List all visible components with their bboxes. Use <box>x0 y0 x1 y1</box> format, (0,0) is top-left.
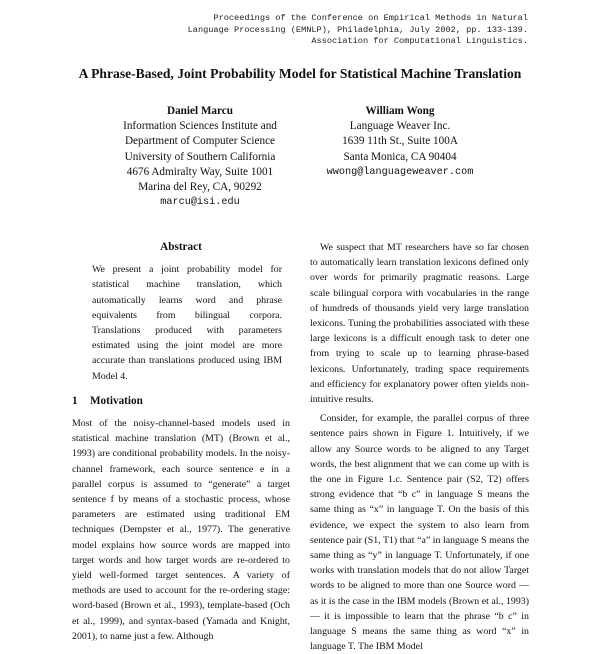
affiliation-line: 1639 11th St., Suite 100A <box>342 135 458 148</box>
author-email: marcu@isi.edu <box>160 197 240 209</box>
section-heading <box>72 394 290 409</box>
left-column <box>72 240 290 644</box>
affiliation-line: Marina del Rey, CA, 90292 <box>138 181 262 194</box>
affiliation-line: University of Southern California <box>124 150 276 163</box>
author-name: Daniel Marcu <box>167 105 233 117</box>
abstract-heading: Abstract <box>160 241 202 253</box>
author-block-wong <box>300 104 500 180</box>
affiliation-line: Information Sciences Institute and <box>123 120 277 133</box>
section-number: 1 <box>72 394 78 407</box>
author-block-marcu <box>100 104 300 210</box>
author-name: William Wong <box>365 105 435 117</box>
right-column <box>310 240 529 654</box>
paper-title: A Phrase-Based, Joint Probability Model for Statistical Machine Translation <box>78 66 522 81</box>
section-title: Motivation <box>90 394 143 407</box>
affiliation-line: 4676 Admiralty Way, Suite 1001 <box>126 165 274 178</box>
proceedings-line: Proceedings of the Conference on Empirical Methods in Natural <box>213 13 528 23</box>
affiliation-line: Santa Monica, CA 90404 <box>343 150 457 163</box>
body-paragraph: We suspect that MT researchers have so far chosen to automatically learn translation lexicons defined only over words for primarily pragmatic reasons. Large scale bilingual corpora with vocabularies in the range of hundreds of thousands yield very large translation lexicons. Tuning the probabilities associated with these large lexicons is a difficult enough task to deter one from trying to scale up to learning phrase-based lexicons. Unfortunately, trading space requirements and efficiency for explanatory power often yields non-intuitive results. <box>310 242 529 406</box>
abstract-text: We present a joint probability model for statistical machine translation, which automatically learns word and phrase equivalents from bilingual corpora. Translations produced with parameters estimated using the joint model are more accurate than translations produced using IBM Model 4. <box>92 264 282 382</box>
body-paragraph: Consider, for example, the parallel corpus of three sentence pairs shown in Figure 1. Intuitively, if we allow any Source words to be aligned to any Target words, the best alignment that we can come up with is the one in Figure 1.c. Sentence pair (S2, T2) offers strong evidence that “b c” in language S means the same thing as “x” in language T. On the basis of this evidence, we expect the system to also learn from sentence pair (S1, T1) that “a” in language S means the same thing as “y” in language T. Unfortunately, if one works with translation models that do not allow Target words to be aligned to more than one Source word — as it is the case in the IBM models (Brown et al., 1993) — it is impossible to learn that the phrase “b c” in language S means the same thing as word “x” in language T. The IBM Model <box>310 413 529 653</box>
affiliation-line: Language Weaver Inc. <box>349 120 451 133</box>
proceedings-line: Association for Computational Linguistics. <box>311 36 528 46</box>
proceedings-header <box>150 13 528 48</box>
section-paragraph: Most of the noisy-channel-based models used in statistical machine translation (MT) (Brown et al., 1993) are conditional probability models. In the noisy-channel framework, each source sentence e in a parallel corpus is assumed to “generate” a target sentence f by means of a stochastic process, whose parameters are estimated using traditional EM techniques (Dempster et al., 1977). The generative model explains how source words are mapped into target words and how target words are re-ordered to yield well-formed target sentences. A variety of methods are used to account for the re-ordering stage: word-based (Brown et al., 1993), template-based (Och et al., 1999), and syntax-based (Yamada and Knight, 2001), to name just a few. Although <box>72 418 290 642</box>
proceedings-line: Language Processing (EMNLP), Philadelphia, July 2002, pp. 133-139. <box>187 24 528 35</box>
author-email: wwong@languageweaver.com <box>326 166 474 178</box>
affiliation-line: Department of Computer Science <box>124 135 276 148</box>
